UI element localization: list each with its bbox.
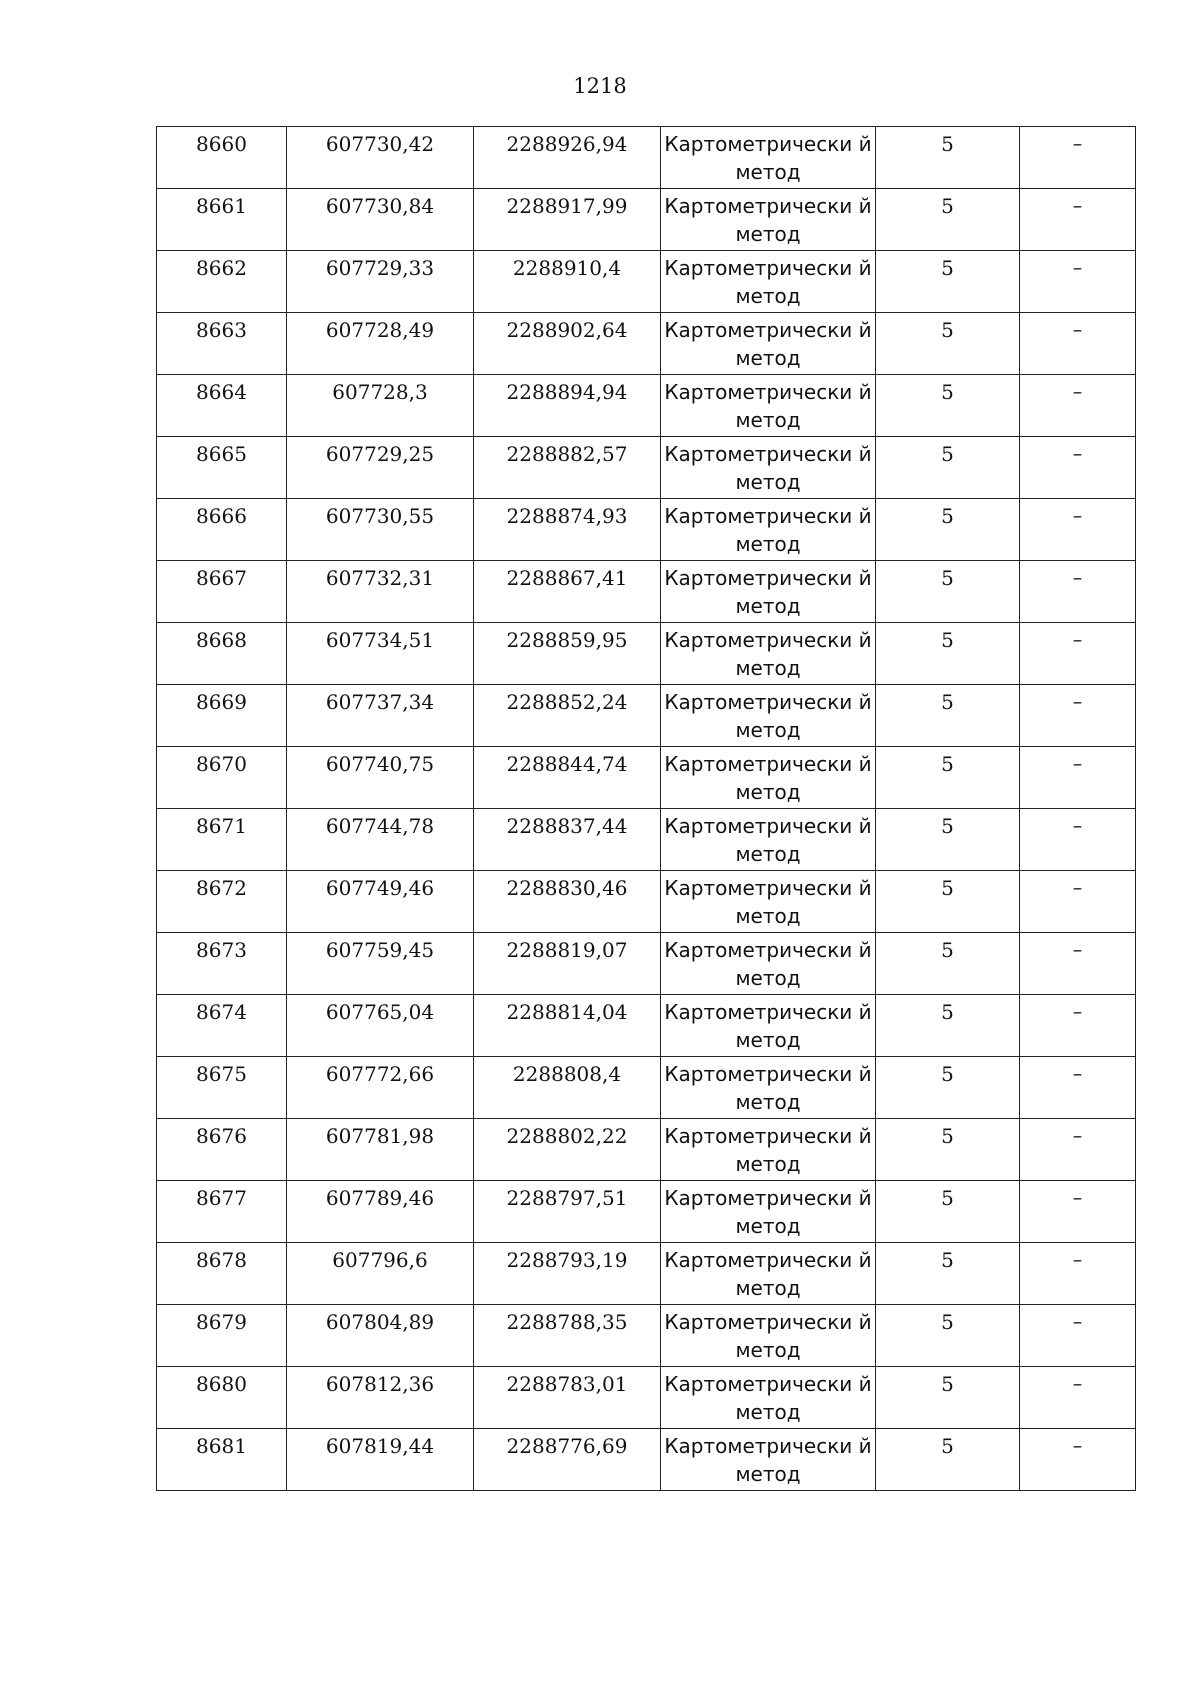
method-cell: Картометрически й метод (661, 499, 876, 561)
note-cell: – (1020, 127, 1136, 189)
note-cell: – (1020, 1243, 1136, 1305)
x-coordinate-cell: 607728,3 (287, 375, 474, 437)
accuracy-cell: 5 (876, 933, 1020, 995)
x-coordinate-cell: 607729,33 (287, 251, 474, 313)
y-coordinate-cell: 2288837,44 (474, 809, 661, 871)
method-cell: Картометрически й метод (661, 809, 876, 871)
x-coordinate-cell: 607804,89 (287, 1305, 474, 1367)
note-cell: – (1020, 933, 1136, 995)
note-cell: – (1020, 313, 1136, 375)
x-coordinate-cell: 607734,51 (287, 623, 474, 685)
accuracy-cell: 5 (876, 561, 1020, 623)
accuracy-cell: 5 (876, 127, 1020, 189)
method-cell: Картометрически й метод (661, 623, 876, 685)
accuracy-cell: 5 (876, 313, 1020, 375)
point-number-cell: 8663 (157, 313, 287, 375)
table-row (157, 251, 1136, 313)
point-number-cell: 8661 (157, 189, 287, 251)
x-coordinate-cell: 607729,25 (287, 437, 474, 499)
y-coordinate-cell: 2288859,95 (474, 623, 661, 685)
note-cell: – (1020, 1119, 1136, 1181)
point-number-cell: 8672 (157, 871, 287, 933)
note-cell: – (1020, 871, 1136, 933)
x-coordinate-cell: 607796,6 (287, 1243, 474, 1305)
accuracy-cell: 5 (876, 871, 1020, 933)
point-number-cell: 8666 (157, 499, 287, 561)
note-cell: – (1020, 561, 1136, 623)
note-cell: – (1020, 1181, 1136, 1243)
y-coordinate-cell: 2288830,46 (474, 871, 661, 933)
table-row (157, 313, 1136, 375)
point-number-cell: 8675 (157, 1057, 287, 1119)
table-row (157, 1305, 1136, 1367)
table-row (157, 561, 1136, 623)
coordinates-table (156, 126, 1136, 1491)
point-number-cell: 8680 (157, 1367, 287, 1429)
x-coordinate-cell: 607740,75 (287, 747, 474, 809)
point-number-cell: 8677 (157, 1181, 287, 1243)
table-row (157, 499, 1136, 561)
method-cell: Картометрически й метод (661, 1119, 876, 1181)
note-cell: – (1020, 995, 1136, 1057)
table-row (157, 1243, 1136, 1305)
method-cell: Картометрически й метод (661, 313, 876, 375)
y-coordinate-cell: 2288867,41 (474, 561, 661, 623)
note-cell: – (1020, 1429, 1136, 1491)
table-row (157, 1429, 1136, 1491)
note-cell: – (1020, 251, 1136, 313)
point-number-cell: 8667 (157, 561, 287, 623)
note-cell: – (1020, 437, 1136, 499)
method-cell: Картометрически й метод (661, 251, 876, 313)
table-row (157, 1057, 1136, 1119)
x-coordinate-cell: 607732,31 (287, 561, 474, 623)
point-number-cell: 8669 (157, 685, 287, 747)
x-coordinate-cell: 607765,04 (287, 995, 474, 1057)
note-cell: – (1020, 685, 1136, 747)
y-coordinate-cell: 2288793,19 (474, 1243, 661, 1305)
table-row (157, 623, 1136, 685)
accuracy-cell: 5 (876, 1367, 1020, 1429)
point-number-cell: 8674 (157, 995, 287, 1057)
method-cell: Картометрически й метод (661, 1429, 876, 1491)
point-number-cell: 8671 (157, 809, 287, 871)
method-cell: Картометрически й метод (661, 189, 876, 251)
point-number-cell: 8668 (157, 623, 287, 685)
x-coordinate-cell: 607737,34 (287, 685, 474, 747)
accuracy-cell: 5 (876, 437, 1020, 499)
point-number-cell: 8676 (157, 1119, 287, 1181)
accuracy-cell: 5 (876, 623, 1020, 685)
accuracy-cell: 5 (876, 995, 1020, 1057)
x-coordinate-cell: 607728,49 (287, 313, 474, 375)
note-cell: – (1020, 189, 1136, 251)
point-number-cell: 8665 (157, 437, 287, 499)
table-row (157, 437, 1136, 499)
accuracy-cell: 5 (876, 1243, 1020, 1305)
accuracy-cell: 5 (876, 747, 1020, 809)
point-number-cell: 8670 (157, 747, 287, 809)
y-coordinate-cell: 2288814,04 (474, 995, 661, 1057)
point-number-cell: 8664 (157, 375, 287, 437)
method-cell: Картометрически й метод (661, 933, 876, 995)
x-coordinate-cell: 607812,36 (287, 1367, 474, 1429)
y-coordinate-cell: 2288917,99 (474, 189, 661, 251)
y-coordinate-cell: 2288926,94 (474, 127, 661, 189)
x-coordinate-cell: 607819,44 (287, 1429, 474, 1491)
table-row (157, 1181, 1136, 1243)
x-coordinate-cell: 607730,55 (287, 499, 474, 561)
method-cell: Картометрически й метод (661, 1057, 876, 1119)
point-number-cell: 8662 (157, 251, 287, 313)
table-row (157, 375, 1136, 437)
y-coordinate-cell: 2288797,51 (474, 1181, 661, 1243)
table-row (157, 933, 1136, 995)
y-coordinate-cell: 2288882,57 (474, 437, 661, 499)
y-coordinate-cell: 2288902,64 (474, 313, 661, 375)
x-coordinate-cell: 607730,42 (287, 127, 474, 189)
method-cell: Картометрически й метод (661, 1243, 876, 1305)
note-cell: – (1020, 499, 1136, 561)
x-coordinate-cell: 607772,66 (287, 1057, 474, 1119)
method-cell: Картометрически й метод (661, 127, 876, 189)
y-coordinate-cell: 2288788,35 (474, 1305, 661, 1367)
table-row (157, 1367, 1136, 1429)
x-coordinate-cell: 607749,46 (287, 871, 474, 933)
table-row (157, 685, 1136, 747)
method-cell: Картометрически й метод (661, 747, 876, 809)
table-row (157, 871, 1136, 933)
page-number: 1218 (573, 74, 627, 98)
note-cell: – (1020, 747, 1136, 809)
accuracy-cell: 5 (876, 1119, 1020, 1181)
y-coordinate-cell: 2288844,74 (474, 747, 661, 809)
method-cell: Картометрически й метод (661, 685, 876, 747)
accuracy-cell: 5 (876, 499, 1020, 561)
note-cell: – (1020, 623, 1136, 685)
table-row (157, 995, 1136, 1057)
note-cell: – (1020, 1305, 1136, 1367)
point-number-cell: 8681 (157, 1429, 287, 1491)
method-cell: Картометрически й метод (661, 995, 876, 1057)
accuracy-cell: 5 (876, 251, 1020, 313)
x-coordinate-cell: 607781,98 (287, 1119, 474, 1181)
note-cell: – (1020, 1057, 1136, 1119)
accuracy-cell: 5 (876, 1057, 1020, 1119)
y-coordinate-cell: 2288894,94 (474, 375, 661, 437)
x-coordinate-cell: 607759,45 (287, 933, 474, 995)
method-cell: Картометрически й метод (661, 375, 876, 437)
x-coordinate-cell: 607730,84 (287, 189, 474, 251)
y-coordinate-cell: 2288802,22 (474, 1119, 661, 1181)
y-coordinate-cell: 2288910,4 (474, 251, 661, 313)
table-row (157, 809, 1136, 871)
point-number-cell: 8678 (157, 1243, 287, 1305)
accuracy-cell: 5 (876, 809, 1020, 871)
y-coordinate-cell: 2288852,24 (474, 685, 661, 747)
table-row (157, 747, 1136, 809)
y-coordinate-cell: 2288776,69 (474, 1429, 661, 1491)
method-cell: Картометрически й метод (661, 437, 876, 499)
method-cell: Картометрически й метод (661, 1367, 876, 1429)
x-coordinate-cell: 607789,46 (287, 1181, 474, 1243)
accuracy-cell: 5 (876, 1305, 1020, 1367)
point-number-cell: 8679 (157, 1305, 287, 1367)
accuracy-cell: 5 (876, 685, 1020, 747)
table-row (157, 1119, 1136, 1181)
y-coordinate-cell: 2288808,4 (474, 1057, 661, 1119)
y-coordinate-cell: 2288819,07 (474, 933, 661, 995)
method-cell: Картометрически й метод (661, 1305, 876, 1367)
accuracy-cell: 5 (876, 375, 1020, 437)
accuracy-cell: 5 (876, 189, 1020, 251)
accuracy-cell: 5 (876, 1181, 1020, 1243)
note-cell: – (1020, 809, 1136, 871)
note-cell: – (1020, 375, 1136, 437)
note-cell: – (1020, 1367, 1136, 1429)
point-number-cell: 8673 (157, 933, 287, 995)
y-coordinate-cell: 2288783,01 (474, 1367, 661, 1429)
table-row (157, 189, 1136, 251)
point-number-cell: 8660 (157, 127, 287, 189)
method-cell: Картометрически й метод (661, 871, 876, 933)
method-cell: Картометрически й метод (661, 1181, 876, 1243)
method-cell: Картометрически й метод (661, 561, 876, 623)
table-body (157, 127, 1136, 1491)
accuracy-cell: 5 (876, 1429, 1020, 1491)
table-row (157, 127, 1136, 189)
x-coordinate-cell: 607744,78 (287, 809, 474, 871)
y-coordinate-cell: 2288874,93 (474, 499, 661, 561)
